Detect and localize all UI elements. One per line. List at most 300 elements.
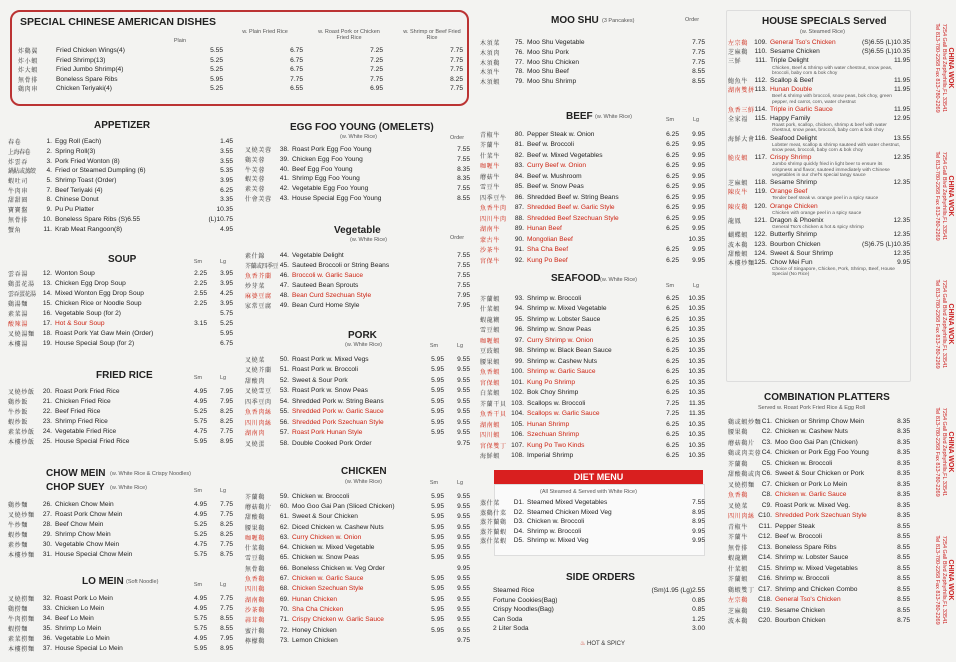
menu-item[interactable]	[728, 563, 910, 574]
menu-item[interactable]	[8, 519, 233, 529]
item-price: 8.55	[897, 564, 910, 572]
item-number: 38.	[279, 146, 289, 154]
menu-item[interactable]	[8, 509, 233, 519]
item-price: 5.95	[431, 523, 444, 531]
item-price: 9.55	[457, 575, 470, 583]
side-item[interactable]	[493, 586, 705, 596]
menu-item[interactable]	[480, 536, 705, 546]
item-price: 7.75	[220, 594, 233, 602]
chinese-name: 叉 燒 湯 麵	[8, 331, 34, 338]
item-description: Beef & shrimp with broccoli, snow peas, bok choy, green pepper, red carrot, corn, water chestnut	[772, 94, 892, 105]
item-price: 5.25	[194, 530, 207, 538]
chinese-name: 蒸 鷄 什 菜	[480, 510, 506, 517]
item-name: Sweet & Sour Pork	[292, 376, 348, 384]
menu-item[interactable]	[245, 407, 470, 418]
item-price: 9.95	[692, 172, 705, 180]
menu-item[interactable]	[8, 633, 233, 643]
item-name: Sweet & Sour Chicken	[292, 513, 358, 521]
item-number: C14.	[758, 554, 772, 562]
menu-item[interactable]	[728, 595, 910, 606]
menu-item[interactable]	[8, 156, 233, 166]
item-number: 93.	[514, 294, 524, 302]
menu-item[interactable]	[8, 613, 233, 623]
item-number: 18.	[42, 329, 52, 337]
item-name: Fried Jumbo Shrimp(4)	[56, 66, 124, 74]
item-name: Triple Delight	[770, 57, 809, 65]
item-price: 7.75	[450, 85, 463, 93]
menu-item[interactable]	[480, 304, 705, 315]
menu-item[interactable]	[480, 398, 705, 409]
special-list	[18, 46, 463, 94]
item-name: Kung Po Shrimp	[527, 378, 576, 386]
soup-title: SOUP	[108, 254, 137, 265]
chinese-name: 蒙 古 牛	[480, 237, 499, 244]
menu-item[interactable]	[728, 553, 910, 564]
item-number: C13.	[758, 543, 772, 551]
menu-item[interactable]	[8, 529, 233, 539]
item-number: 8.	[46, 196, 52, 204]
menu-item[interactable]	[728, 187, 910, 196]
menu-item[interactable]	[728, 511, 910, 522]
menu-item[interactable]	[245, 290, 470, 300]
menu-item[interactable]	[480, 346, 705, 357]
menu-item[interactable]	[728, 469, 910, 480]
menu-item[interactable]	[480, 409, 705, 420]
menu-item[interactable]	[728, 532, 910, 543]
menu-item[interactable]	[245, 365, 470, 376]
menu-item[interactable]	[245, 270, 470, 280]
menu-item[interactable]	[8, 328, 233, 338]
item-name: Vegetable Egg Foo Young	[292, 185, 369, 193]
item-number: 22.	[42, 407, 52, 415]
item-number: C4.	[761, 449, 772, 457]
item-name: Sauteed Broccoli or String Beans	[292, 261, 390, 269]
menu-item[interactable]	[480, 517, 705, 527]
menu-item[interactable]	[8, 224, 233, 234]
item-price: 11.35	[688, 410, 705, 418]
item-price: 8.95	[692, 508, 705, 516]
menu-item[interactable]	[245, 280, 470, 290]
item-number: 84.	[514, 172, 524, 180]
item-number: 66.	[279, 564, 289, 572]
item-name: Chicken Egg Drop Soup	[55, 279, 126, 287]
menu-item[interactable]	[728, 105, 910, 114]
chinese-name: 本 樓 撈 麵	[8, 646, 34, 653]
house-specials-list	[728, 38, 910, 277]
menu-item[interactable]	[728, 416, 910, 427]
menu-item[interactable]	[245, 635, 470, 645]
item-price: 5.55	[210, 47, 223, 55]
item-name: 2 Liter Soda	[493, 625, 529, 633]
menu-item[interactable]	[480, 182, 705, 193]
menu-item[interactable]	[728, 542, 910, 553]
menu-item[interactable]	[480, 377, 705, 388]
menu-item[interactable]	[480, 67, 705, 77]
item-price: 7.25	[370, 56, 383, 64]
menu-item[interactable]	[728, 458, 910, 469]
item-price: 9.55	[457, 554, 470, 562]
item-price: 3.95	[220, 299, 233, 307]
menu-item[interactable]	[245, 428, 470, 439]
house-specials-title: HOUSE SPECIALS Served	[762, 16, 887, 27]
item-name: Wonton Soup	[55, 269, 95, 277]
menu-item[interactable]	[728, 448, 910, 459]
menu-item[interactable]	[480, 367, 705, 378]
chinese-name: 蝦 吐 司	[8, 179, 27, 186]
menu-item[interactable]	[245, 491, 470, 501]
menu-item[interactable]	[8, 623, 233, 633]
menu-item[interactable]	[8, 539, 233, 549]
store-phone: Tel 813-780-2268 Fax 813-780-2269	[934, 279, 940, 369]
item-name: Chicken Fried Rice	[55, 397, 111, 405]
menu-item[interactable]	[245, 193, 470, 203]
menu-item[interactable]	[480, 171, 705, 182]
menu-item[interactable]	[480, 498, 705, 508]
menu-item[interactable]	[728, 85, 910, 94]
menu-item[interactable]	[480, 213, 705, 224]
item-price: 8.35	[897, 459, 910, 467]
menu-item[interactable]	[480, 245, 705, 256]
menu-item[interactable]	[245, 625, 470, 635]
item-name: Mongolian Beef	[527, 235, 573, 243]
menu-item[interactable]	[728, 76, 910, 85]
menu-item[interactable]	[728, 38, 910, 47]
menu-item[interactable]	[245, 396, 470, 407]
chinese-name: 芥蘭或四季豆	[245, 263, 279, 270]
item-price: 5.95	[194, 644, 207, 652]
item-number: 110.	[754, 48, 767, 56]
menu-item[interactable]	[728, 437, 910, 448]
menu-item[interactable]	[728, 490, 910, 501]
menu-item[interactable]	[8, 137, 233, 147]
item-price: 7.95	[457, 291, 470, 299]
item-price: 0.85	[692, 596, 705, 604]
menu-item[interactable]	[480, 140, 705, 151]
item-price: 10.35	[688, 420, 705, 428]
side-item[interactable]	[493, 596, 705, 606]
menu-item[interactable]	[8, 185, 233, 195]
item-number: 61.	[279, 513, 289, 521]
menu-item[interactable]	[480, 57, 705, 67]
menu-item[interactable]	[245, 573, 470, 583]
store-name: CHINA WOK	[947, 559, 954, 601]
chinese-name: 鮑 魚 牛	[728, 79, 747, 86]
menu-item[interactable]	[8, 396, 233, 406]
chinese-name: 蒜 茸 鷄	[245, 618, 264, 625]
menu-item[interactable]	[245, 386, 470, 397]
item-price: 7.75	[220, 500, 233, 508]
menu-item[interactable]	[8, 298, 233, 308]
menu-item[interactable]	[480, 77, 705, 87]
menu-item[interactable]	[480, 451, 705, 462]
item-price: 10.35	[688, 378, 705, 386]
item-name: Shrimp Toast (Order)	[55, 177, 117, 185]
menu-item[interactable]	[245, 501, 470, 511]
menu-item[interactable]	[245, 155, 470, 165]
contact-block	[918, 396, 954, 508]
item-price: 9.95	[692, 246, 705, 254]
menu-item[interactable]	[480, 440, 705, 451]
chinese-name: 芝 麻 蝦	[728, 181, 747, 188]
menu-item[interactable]	[245, 522, 470, 532]
chinese-name: 無 骨 排	[8, 217, 27, 224]
menu-item[interactable]	[480, 38, 705, 48]
chinese-name: 蒸 什 菜	[480, 501, 499, 508]
side-item[interactable]	[493, 605, 705, 615]
item-price: 7.25	[370, 47, 383, 55]
menu-item[interactable]	[8, 643, 233, 653]
item-price: 8.55	[897, 522, 910, 530]
menu-item[interactable]	[728, 605, 910, 616]
chinese-name: 腰 果 蝦	[480, 359, 499, 366]
menu-item[interactable]	[480, 356, 705, 367]
store-address: 7254 Gall Blvd Zephyrhills,FL 33541	[941, 407, 947, 497]
item-number: 80.	[514, 130, 524, 138]
menu-item[interactable]	[728, 584, 910, 595]
menu-item[interactable]	[728, 616, 910, 627]
menu-item[interactable]	[480, 293, 705, 304]
chinese-name: 叉 燒 芙 蓉	[245, 148, 271, 155]
item-number: 7.	[46, 186, 52, 194]
item-price: 8.35	[897, 438, 910, 446]
menu-item[interactable]	[245, 553, 470, 563]
chinese-name: 波 本 鷄	[728, 619, 747, 626]
item-price: 5.95	[431, 533, 444, 541]
item-price: 5.25	[210, 85, 223, 93]
item-name: Shrimp w. Lobster Sauce	[775, 554, 849, 562]
menu-item[interactable]	[728, 249, 910, 258]
menu-item[interactable]	[245, 260, 470, 270]
item-number: 101.	[511, 378, 524, 386]
item-price: 9.55	[457, 376, 470, 384]
item-name: Spring Roll(3)	[55, 148, 96, 156]
menu-item[interactable]	[480, 508, 705, 518]
pork-title: PORK	[348, 330, 377, 341]
menu-item[interactable]	[480, 150, 705, 161]
menu-item[interactable]	[8, 593, 233, 603]
menu-item[interactable]	[480, 192, 705, 203]
item-price: 8.55	[897, 533, 910, 541]
item-number: 59.	[279, 492, 289, 500]
menu-item[interactable]	[245, 584, 470, 594]
chinese-name: 蜜 汁 鷄	[245, 628, 264, 635]
item-number: 79.	[514, 78, 524, 86]
item-price: 5.95	[431, 429, 444, 437]
item-name: Chicken or Pork Lo Mein	[775, 480, 848, 488]
menu-item[interactable]	[245, 615, 470, 625]
menu-item[interactable]	[480, 129, 705, 140]
menu-item[interactable]	[8, 205, 233, 215]
menu-item[interactable]	[18, 56, 463, 66]
menu-item[interactable]	[480, 527, 705, 537]
item-price: 9.55	[457, 429, 470, 437]
chinese-name: 無 骨 排	[728, 545, 747, 552]
menu-item[interactable]	[245, 417, 470, 428]
beef-sm: Sm	[665, 117, 675, 123]
menu-item[interactable]	[245, 354, 470, 365]
item-price: 5.95	[431, 585, 444, 593]
menu-item[interactable]	[8, 426, 233, 436]
item-number: 68.	[279, 585, 289, 593]
item-number: 114.	[754, 105, 767, 113]
item-name: Chicken Teriyaki(4)	[56, 85, 112, 93]
menu-item[interactable]	[8, 406, 233, 416]
menu-item[interactable]	[728, 178, 910, 187]
item-number: 95.	[514, 315, 524, 323]
chinese-name: 魚 香 芥 蘭	[245, 273, 271, 280]
side-item[interactable]	[493, 615, 705, 625]
item-price: 5.75	[194, 550, 207, 558]
menu-item[interactable]	[8, 436, 233, 446]
item-number: 35.	[42, 624, 52, 632]
item-name: Chicken or Pork Egg Foo Young	[775, 449, 869, 457]
chinese-name: 陳 皮 鷄	[728, 204, 747, 211]
menu-item[interactable]	[728, 134, 910, 143]
item-price: 5.75	[194, 614, 207, 622]
menu-item[interactable]	[245, 604, 470, 614]
item-name: Boneless Spare Ribs	[775, 543, 837, 551]
menu-item[interactable]	[245, 164, 470, 174]
menu-item[interactable]	[728, 56, 910, 65]
menu-item[interactable]	[8, 499, 233, 509]
vegetable-order: Order	[449, 235, 465, 241]
diet-menu-title: DIET MENU	[494, 470, 703, 484]
menu-item[interactable]	[728, 574, 910, 585]
item-name: Curry Shrimp w. Onion	[527, 336, 594, 344]
menu-item[interactable]	[8, 166, 233, 176]
item-price: 8.55	[220, 624, 233, 632]
menu-item[interactable]	[245, 174, 470, 184]
item-price: 6.25	[666, 162, 679, 170]
menu-item[interactable]	[480, 419, 705, 430]
menu-item[interactable]	[8, 386, 233, 396]
menu-item[interactable]	[18, 46, 463, 56]
item-price: 7.25	[666, 399, 679, 407]
menu-item[interactable]	[8, 318, 233, 328]
item-number: 113.	[754, 86, 767, 94]
item-price: 6.55	[290, 85, 303, 93]
store-name: CHINA WOK	[947, 47, 954, 89]
item-price: 4.95	[194, 510, 207, 518]
menu-item[interactable]	[245, 532, 470, 542]
menu-item[interactable]	[728, 239, 910, 248]
menu-item[interactable]	[480, 388, 705, 399]
item-number: C17.	[758, 585, 772, 593]
menu-item[interactable]	[18, 75, 463, 85]
item-name: Vegetable Delight	[292, 251, 344, 259]
menu-item[interactable]	[728, 47, 910, 56]
menu-item[interactable]	[245, 184, 470, 194]
item-name: Shrimp w. Cashew Nuts	[527, 357, 597, 365]
menu-item[interactable]	[8, 195, 233, 205]
menu-item[interactable]	[728, 427, 910, 438]
appetizer-title: APPETIZER	[94, 120, 151, 131]
menu-item[interactable]	[480, 234, 705, 245]
menu-item[interactable]	[8, 603, 233, 613]
menu-item[interactable]	[8, 278, 233, 288]
menu-item[interactable]	[8, 268, 233, 278]
menu-item[interactable]	[480, 314, 705, 325]
menu-item[interactable]	[18, 65, 463, 75]
menu-item[interactable]	[245, 512, 470, 522]
menu-item[interactable]	[8, 147, 233, 157]
menu-item[interactable]	[728, 479, 910, 490]
menu-item[interactable]	[728, 202, 910, 211]
chinese-name: 木 須 蝦	[480, 80, 499, 87]
item-number: 4.	[46, 167, 52, 175]
menu-item[interactable]	[8, 176, 233, 186]
menu-item[interactable]	[728, 258, 910, 267]
menu-item[interactable]	[245, 542, 470, 552]
store-address: 7254 Gall Blvd Zephyrhills,FL 33541	[941, 151, 947, 241]
menu-item[interactable]	[8, 549, 233, 559]
menu-item[interactable]	[480, 325, 705, 336]
store-address: 7254 Gall Blvd Zephyrhills,FL 33541	[941, 23, 947, 113]
menu-item[interactable]	[245, 145, 470, 155]
item-number: 102.	[511, 389, 524, 397]
menu-item[interactable]	[728, 114, 910, 123]
item-name: Shredded Pork w. Garlic Sauce	[292, 408, 384, 416]
item-name: Honey Chicken	[292, 626, 337, 634]
item-number: 119.	[754, 188, 767, 196]
menu-item[interactable]	[8, 308, 233, 318]
menu-item[interactable]	[480, 255, 705, 266]
menu-item[interactable]	[245, 375, 470, 386]
menu-item[interactable]	[8, 338, 233, 348]
item-price: 11.95	[893, 77, 910, 85]
item-name: Pu Pu Platter	[55, 206, 94, 214]
menu-item[interactable]	[480, 203, 705, 214]
menu-item[interactable]	[728, 500, 910, 511]
contact-text	[918, 140, 954, 252]
menu-item[interactable]	[480, 48, 705, 58]
menu-item[interactable]	[245, 250, 470, 260]
item-number: 94.	[514, 305, 524, 313]
menu-item[interactable]	[728, 216, 910, 225]
item-number: 109.	[754, 39, 767, 47]
menu-item[interactable]	[480, 430, 705, 441]
side-item[interactable]	[493, 624, 705, 634]
menu-item[interactable]	[8, 215, 233, 225]
menu-item[interactable]	[8, 416, 233, 426]
menu-item[interactable]	[728, 153, 910, 162]
menu-item[interactable]	[728, 230, 910, 239]
menu-item[interactable]	[8, 288, 233, 298]
chinese-name: 素 菜 湯	[8, 311, 27, 318]
menu-item[interactable]	[245, 594, 470, 604]
item-number: D5.	[513, 537, 524, 545]
chinese-name: 叉 燒 菜	[245, 357, 264, 364]
item-number: 31.	[42, 550, 52, 558]
item-price: 7.75	[220, 540, 233, 548]
menu-item[interactable]	[480, 224, 705, 235]
menu-item[interactable]	[245, 438, 470, 449]
item-price: (S)6.55 (L)10.35	[862, 39, 910, 47]
item-name: Egg Roll (Each)	[55, 138, 102, 146]
item-name: Seafood Delight	[770, 134, 817, 142]
menu-item[interactable]	[18, 84, 463, 94]
item-number: 45.	[279, 261, 289, 269]
menu-item[interactable]	[245, 563, 470, 573]
menu-item[interactable]	[480, 161, 705, 172]
menu-item[interactable]	[480, 335, 705, 346]
menu-item[interactable]	[728, 521, 910, 532]
menu-item[interactable]	[245, 300, 470, 310]
chow-mein-lg: Lg	[219, 488, 227, 494]
item-name: Boneless Spare Ribs (S)6.55	[55, 215, 141, 223]
chinese-name: 甜 酸 肉	[245, 378, 264, 385]
item-price: 8.55	[897, 543, 910, 551]
